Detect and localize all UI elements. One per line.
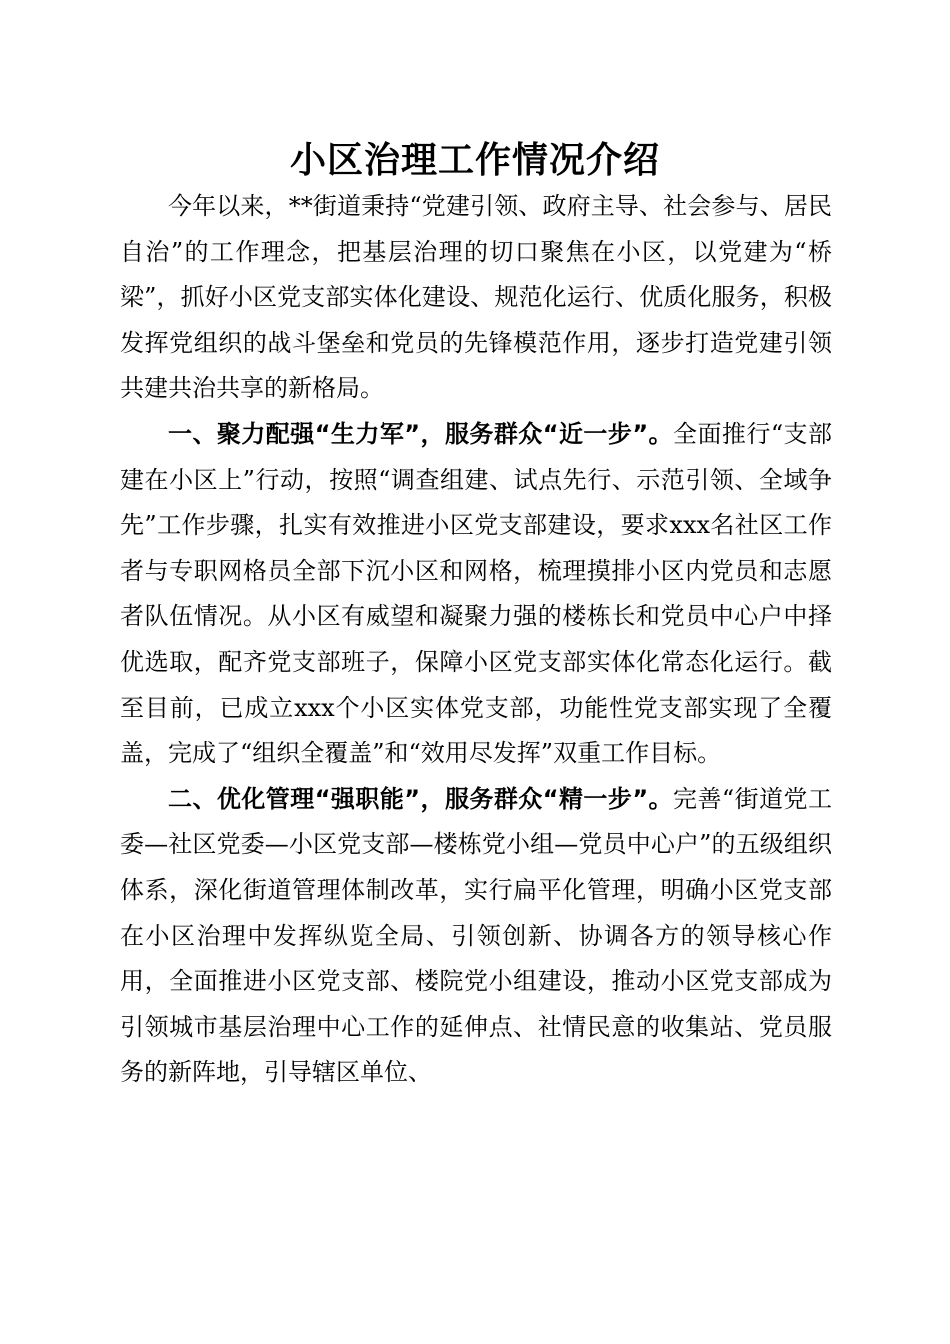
section-paragraph-2 [120,777,832,1096]
document-title: 小区治理工作情况介绍 [289,139,660,181]
section-paragraph-1 [120,412,832,777]
section-text-1: 全面推行“支部建在小区上”行动，按照“调查组建、试点先行、示范引领、全域争先”工作步骤，扎实有效推进小区党支部建设，要求xxx名社区工作者与专职网格员全部下沉小区和网格，梳理摸排小区内党员和志愿者队伍情况。从小区有威望和凝聚力强的楼栋长和党员中心户中择优选取，配齐党支部班子，保障小区党支部实体化常态化运行。截至目前，已成立xxx个小区实体党支部，功能性党支部实现了全覆盖，完成了“组织全覆盖”和“效用尽发挥”双重工作目标。 [120,419,832,768]
section-text-2: 完善“街道党工委—社区党委—小区党支部—楼栋党小组—党员中心户”的五级组织体系，深化街道管理体制改革，实行扁平化管理，明确小区党支部在小区治理中发挥纵览全局、引领创新、协调各方的领导核心作用，全面推进小区党支部、楼院党小组建设，推动小区党支部成为引领城市基层治理中心工作的延伸点、社情民意的收集站、党员服务的新阵地，引导辖区单位、 [120,784,832,1087]
intro-paragraph: 今年以来，**街道秉持“党建引领、政府主导、社会参与、居民自治”的工作理念，把基层治理的切口聚焦在小区，以党建为“桥梁”，抓好小区党支部实体化建设、规范化运行、优质化服务，积极发挥党组织的战斗堡垒和党员的先锋模范作用，逐步打造党建引领共建共治共享的新格局。 [120,192,832,403]
section-heading-2: 二、优化管理“强职能”，服务群众“精一步”。 [168,784,674,813]
section-heading-1: 一、聚力配强“生力军”，服务群众“近一步”。 [168,419,674,448]
document-body [120,184,832,1096]
